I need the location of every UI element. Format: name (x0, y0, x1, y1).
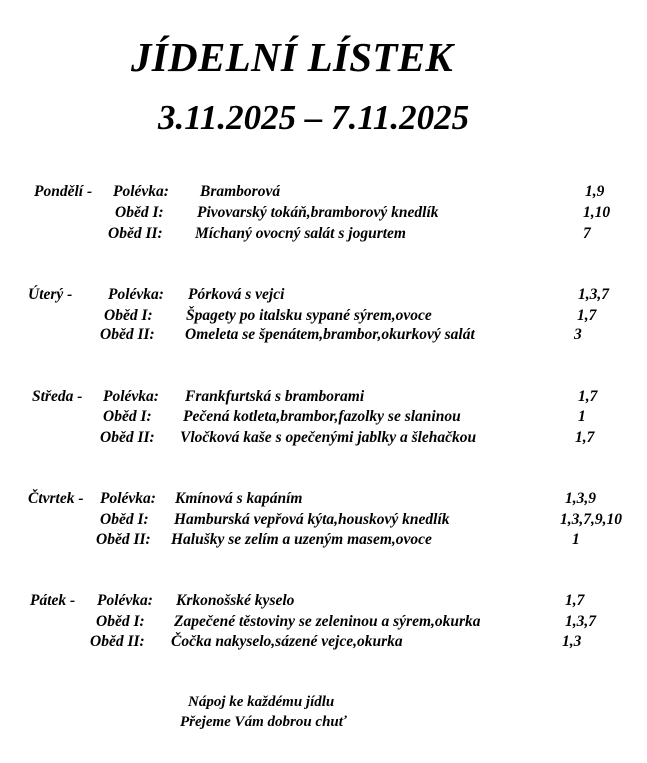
day-label: Pondělí - (34, 183, 93, 200)
meal1-allergens: 1,7 (577, 307, 597, 324)
meal1-allergens: 1 (578, 408, 586, 425)
meal1-label: Oběd I: (103, 408, 152, 425)
soup-allergens: 1,7 (578, 388, 598, 405)
meal2-label: Oběd II: (96, 531, 151, 548)
meal1-dish: Zapečené těstoviny se zeleninou a sýrem,okurka (174, 613, 481, 630)
meal2-dish: Omeleta se špenátem,brambor,okurkový salát (185, 326, 475, 343)
soup-allergens: 1,7 (565, 592, 585, 609)
soup-label: Polévka: (108, 286, 164, 303)
meal2-dish: Míchaný ovocný salát s jogurtem (195, 225, 406, 242)
soup-allergens: 1,9 (585, 183, 605, 200)
meal2-allergens: 7 (583, 225, 591, 242)
meal1-label: Oběd I: (96, 613, 145, 630)
meal1-dish: Pivovarský tokáň,bramborový knedlík (197, 204, 439, 221)
meal1-allergens: 1,3,7,9,10 (560, 511, 622, 528)
menu-title: JÍDELNÍ LÍSTEK (131, 34, 454, 80)
meal1-label: Oběd I: (104, 307, 153, 324)
meal2-dish: Halušky se zelím a uzeným masem,ovoce (171, 531, 432, 548)
meal2-allergens: 1,7 (575, 429, 595, 446)
meal2-label: Oběd II: (100, 326, 155, 343)
meal1-label: Oběd I: (100, 511, 149, 528)
meal1-allergens: 1,3,7 (565, 613, 596, 630)
meal1-dish: Hamburská vepřová kýta,houskový knedlík (174, 511, 450, 528)
date-range: 3.11.2025 – 7.11.2025 (158, 98, 470, 137)
meal1-allergens: 1,10 (583, 204, 611, 221)
meal1-dish: Pečená kotleta,brambor,fazolky se slaninou (183, 408, 461, 425)
soup-dish: Frankfurtská s bramborami (185, 388, 365, 405)
meal1-label: Oběd I: (115, 204, 164, 221)
soup-allergens: 1,3,9 (565, 490, 596, 507)
soup-dish: Bramborová (200, 183, 281, 200)
soup-label: Polévka: (103, 388, 159, 405)
soup-label: Polévka: (97, 592, 153, 609)
meal2-label: Oběd II: (90, 633, 145, 650)
day-label: Pátek - (30, 592, 76, 609)
meal2-label: Oběd II: (100, 429, 155, 446)
meal2-allergens: 3 (574, 326, 582, 343)
footer-drink-note: Nápoj ke každému jídlu (188, 694, 335, 710)
meal2-dish: Vločková kaše s opečenými jablky a šlehačkou (180, 429, 477, 446)
meal2-label: Oběd II: (108, 225, 163, 242)
soup-label: Polévka: (113, 183, 169, 200)
day-label: Čtvrtek - (28, 490, 84, 507)
soup-dish: Kmínová s kapáním (175, 490, 303, 507)
meal2-allergens: 1 (572, 531, 580, 548)
soup-dish: Pórková s vejci (188, 286, 285, 303)
day-label: Úterý - (28, 286, 73, 303)
meal2-dish: Čočka nakyselo,sázené vejce,okurka (171, 633, 403, 650)
day-label: Středa - (32, 388, 83, 405)
soup-label: Polévka: (100, 490, 156, 507)
soup-dish: Krkonošské kyselo (176, 592, 295, 609)
footer-greeting: Přejeme Vám dobrou chuť (180, 714, 347, 730)
meal2-allergens: 1,3 (562, 633, 582, 650)
meal1-dish: Špagety po italsku sypané sýrem,ovoce (186, 307, 432, 324)
soup-allergens: 1,3,7 (578, 286, 609, 303)
